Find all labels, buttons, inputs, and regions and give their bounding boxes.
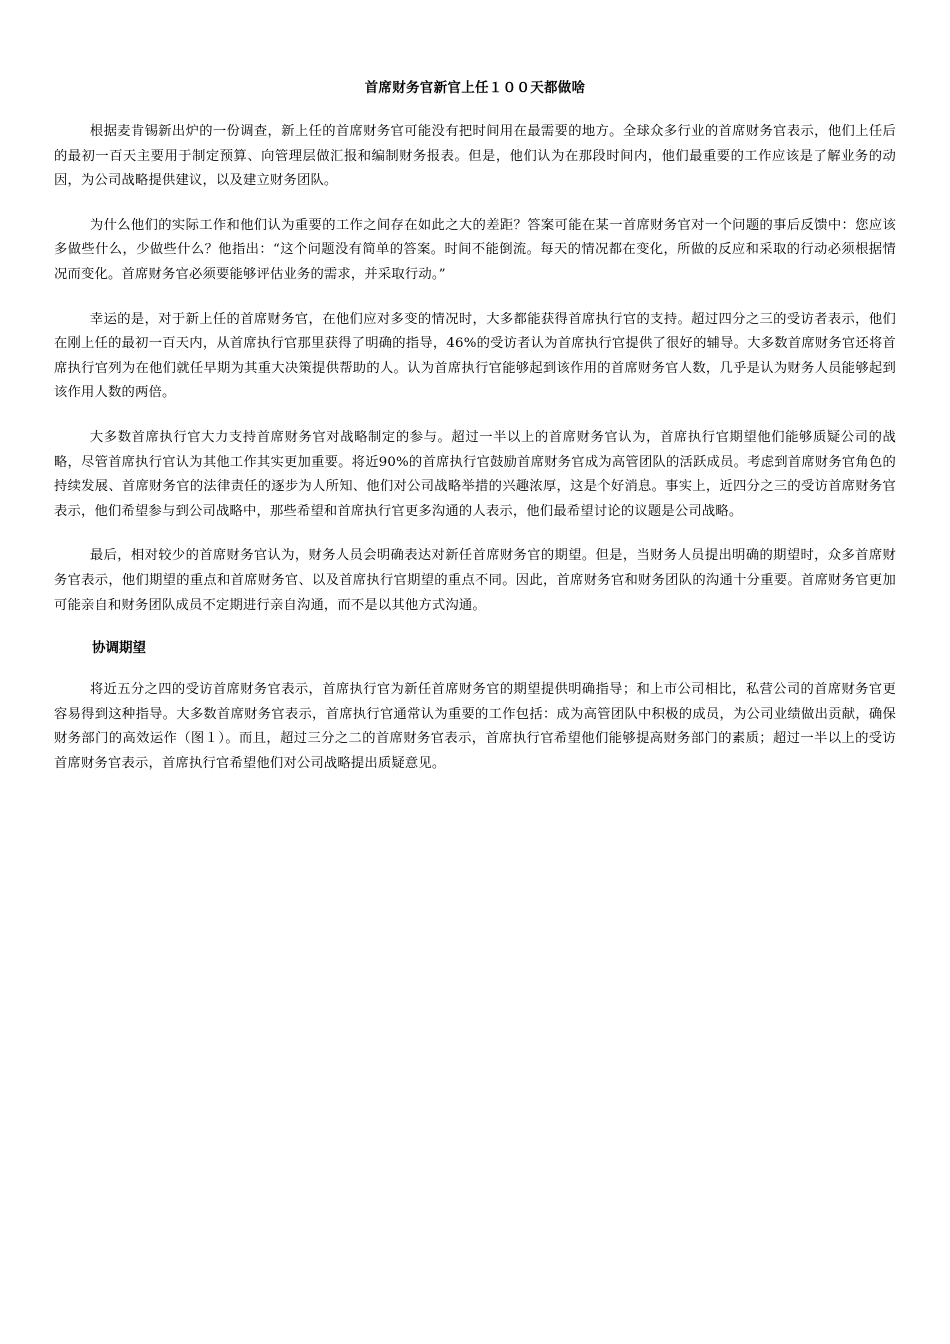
document-title: 首席财务官新官上任１００天都做啥 (364, 80, 586, 96)
body-paragraph-1: 根据麦肯锡新出炉的一份调查，新上任的首席财务官可能没有把时间用在最需要的地方。全球众多行业的首席财务官表示，他们上任后的最初一百天主要用于制定预算、向管理层做汇报和编制财务报表。但是，他们认为在那段时间内，他们最重要的工作应该是了解业务的动因，为公司战略提供建议，以及建立财务团队。 (54, 124, 896, 189)
body-paragraph-5: 最后，相对较少的首席财务官认为，财务人员会明确表达对新任首席财务官的期望。但是，当财务人员提出明确的期望时，众多首席财务官表示，他们期望的重点和首席财务官、以及首席执行官期望的重点不同。因此，首席财务官和财务团队的沟通十分重要。首席财务官更加可能亲自和财务团队成员不定期进行亲自沟通，而不是以其他方式沟通。 (54, 548, 896, 613)
section-paragraph-1: 将近五分之四的受访首席财务官表示，首席执行官为新任首席财务官的期望提供明确指导；和上市公司相比，私营公司的首席财务官更容易得到这种指导。大多数首席财务官表示，首席执行官通常认为重要的工作包括：成为高管团队中积极的成员，为公司业绩做出贡献，确保财务部门的高效运作（图１）。而且，超过三分之二的首席财务官表示，首席执行官希望他们能够提高财务部门的素质；超过一半以上的受访首席财务官表示，首席执行官希望他们对公司战略提出质疑意见。 (54, 682, 896, 771)
document-content (54, 78, 896, 796)
body-paragraph-4: 大多数首席执行官大力支持首席财务官对战略制定的参与。超过一半以上的首席财务官认为，首席执行官期望他们能够质疑公司的战略，尽管首席执行官认为其他工作其实更加重要。将近90%的首席执行官鼓励首席财务官成为高管团队的活跃成员。考虑到首席财务官角色的持续发展、首席财务官的法律责任的逐步为人所知、他们对公司战略举措的兴趣浓厚，这是个好消息。事实上，近四分之三的受访首席财务官表示，他们希望参与到公司战略中，那些希望和首席执行官更多沟通的人表示，他们最希望讨论的议题是公司战略。 (54, 429, 896, 519)
body-paragraph-3: 幸运的是，对于新上任的首席财务官，在他们应对多变的情况时，大多都能获得首席执行官的支持。超过四分之三的受访者表示，他们在刚上任的最初一百天内，从首席执行官那里获得了明确的指导，46%的受访者认为首席执行官提供了很好的辅导。大多数首席财务官还将首席执行官列为在他们就任早期为其重大决策提供帮助的人。认为首席执行官能够起到该作用的首席财务官人数，几乎是认为财务人员能够起到该作用人数的两倍。 (54, 311, 896, 401)
body-paragraph-2: 为什么他们的实际工作和他们认为重要的工作之间存在如此之大的差距？答案可能在某一首席财务官对一个问题的事后反馈中：您应该多做些什么，少做些什么？他指出：“这个问题没有简单的答案。时间不能倒流。每天的情况都在变化，所做的反应和采取的行动必须根据情况而变化。首席财务官必须要能够评估业务的需求，并采取行动。” (54, 217, 896, 282)
section-heading: 协调期望 (92, 640, 146, 657)
